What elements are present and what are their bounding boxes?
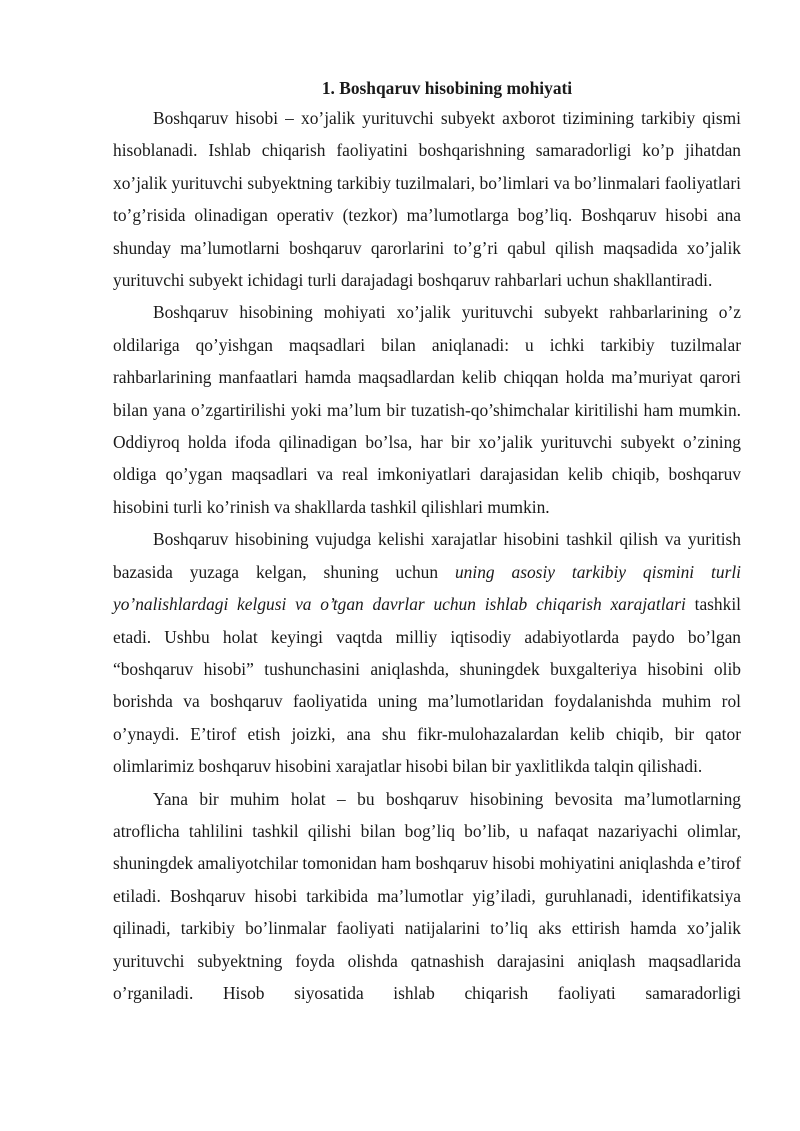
document-body [113, 74, 741, 1009]
section-title: 1. Boshqaruv hisobining mohiyati [321, 78, 573, 98]
paragraph-3 [113, 523, 741, 782]
paragraph-4: Yana bir muhim holat – bu boshqaruv hisobining bevosita ma’lumotlarning atroflicha tahlilini tashkil qilishi bilan bog’liq bo’lib, u nafaqat nazariyachi olimlar, shuningdek amaliyotchilar tomonidan ham boshqaruv hisobi mohiyatini aniqlashda e’tirof etiladi. Boshqaruv hisobi tarkibida ma’lumotlar yig’iladi, guruhlanadi, identifikatsiya qilinadi, tarkibiy bo’linmalar faoliyati natijalarini to’liq aks ettirish hamda xo’jalik yurituvchi subyektning foyda olishda qatnashish darajasini aniqlash maqsadlarida o’rganiladi. Hisob siyosatida ishlab chiqarish faoliyati samaradorligi [113, 788, 741, 1003]
paragraph-3-tail: tashkil etadi. Ushbu holat keyingi vaqtda milliy iqtisodiy adabiyotlarda paydo bo’lgan “boshqaruv hisobi” tushunchasini aniqlashda, shuningdek buxgalteriya hisobini olib borishda va boshqaruv faoliyatida uning ma’lumotlaridan foydalanishda muhim rol o’ynaydi. E’tirof etish joizki, ana shu fikr-mulohazalardan kelib chiqib, bir qator olimlarimiz boshqaruv hisobini xarajatlar hisobi bilan bir yaxlitlikda talqin qilishadi. [113, 594, 741, 777]
paragraph-3-emphasis: uning asosiy tarkibiy qismini turli yo’nalishlardagi kelgusi va o’tgan davrlar uchun ishlab chiqarish xarajatlari [113, 561, 742, 615]
paragraph-3-lead: Boshqaruv hisobining vujudga kelishi xarajatlar hisobini tashkil qilish va yuritish bazasida yuzaga kelgan, shuning uchun [113, 529, 741, 582]
paragraph-1: Boshqaruv hisobi – xo’jalik yurituvchi subyekt axborot tizimining tarkibiy qismi hisoblanadi. Ishlab chiqarish faoliyatini boshqarishning samaradorligi ko’p jihatdan xo’jalik yurituvchi subyektning tarkibiy tuzilmalari, bo’limlari va bo’linmalari faoliyatlari to’g’risida olinadigan operativ (tezkor) ma’lumotlarga bog’liq. Boshqaruv hisobi ana shunday ma’lumotlarni boshqaruv qarorlarini to’g’ri qabul qilish maqsadida xo’jalik yurituvchi subyekt ichidagi turli darajadagi boshqaruv rahbarlari uchun shakllantiradi. [113, 108, 741, 291]
paragraph-2: Boshqaruv hisobining mohiyati xo’jalik yurituvchi subyekt rahbarlarining o’z oldilariga qo’yishgan maqsadlari bilan aniqlanadi: u ichki tarkibiy tuzilmalar rahbarlarining manfaatlari hamda maqsadlardan kelib chiqqan holda ma’muriyat qarori bilan yana o’zgartirilishi yoki ma’lum bir tuzatish-qo’shimchalar kiritilishi ham mumkin. Oddiyroq holda ifoda qilinadigan bo’lsa, har bir xo’jalik yurituvchi subyekt o’zining oldiga qo’ygan maqsadlari va real imkoniyatlari darajasidan kelib chiqib, boshqaruv hisobini turli ko’rinish va shakllarda tashkil qilishlari mumkin. [113, 302, 741, 517]
